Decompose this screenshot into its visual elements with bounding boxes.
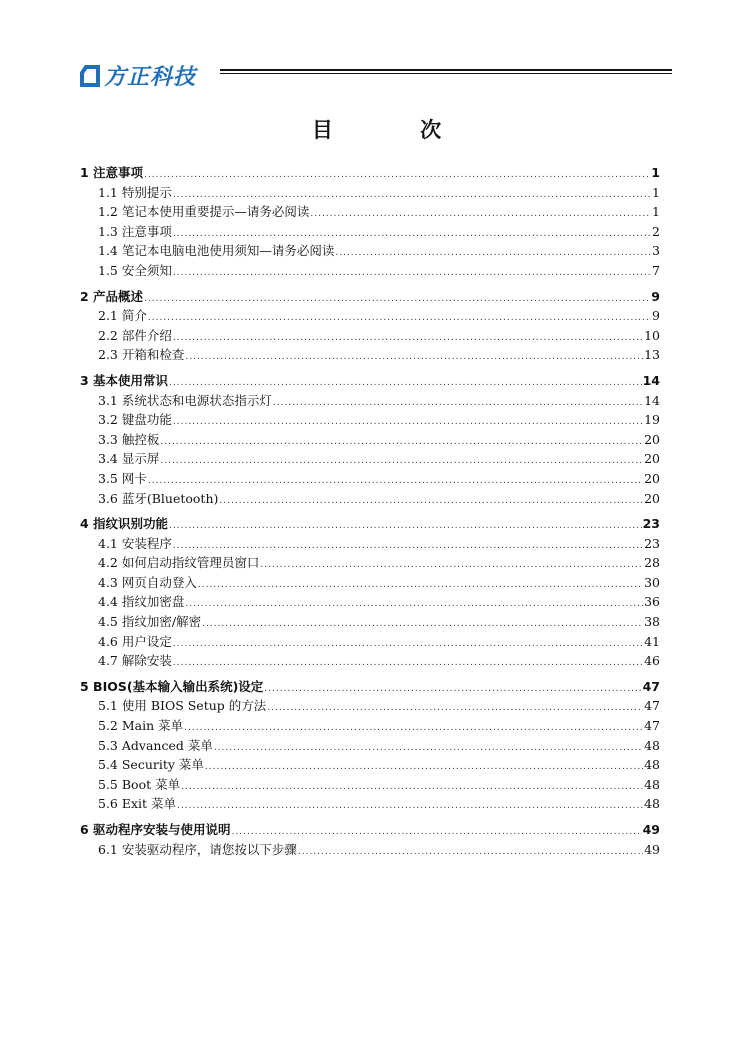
toc-leader-dots [148, 309, 651, 329]
toc-entry-label: 1.5 安全须知 [98, 262, 172, 278]
toc-page-number: 1 [651, 165, 660, 180]
toc-section-entry[interactable] [80, 449, 660, 469]
toc-entry-label: 3 基本使用常识 [80, 372, 169, 388]
toc-page-number: 23 [642, 516, 660, 532]
toc-chapter-entry[interactable] [80, 514, 660, 534]
toc-section-entry[interactable] [80, 222, 660, 242]
toc-page-number: 47 [644, 718, 660, 734]
toc-chapter-entry[interactable] [80, 371, 660, 391]
toc-entry-label: 3.3 触控板 [98, 431, 160, 447]
toc-leader-dots [173, 635, 643, 655]
toc-page-number: 2 [652, 223, 660, 239]
toc-section-entry[interactable] [80, 391, 660, 411]
toc-page-number: 48 [644, 796, 660, 812]
toc-leader-dots [173, 413, 643, 433]
toc-entry-label: 5 BIOS(基本输入输出系统)设定 [80, 678, 264, 694]
toc-leader-dots [177, 797, 643, 817]
toc-entry-label: 5.4 Security 菜单 [98, 757, 204, 773]
toc-entry-label: 4.6 用户设定 [98, 633, 172, 649]
toc-section-entry[interactable] [80, 775, 660, 795]
toc-section-entry[interactable] [80, 755, 660, 775]
toc-page-number: 48 [644, 757, 660, 773]
toc-section-entry[interactable] [80, 794, 660, 814]
toc-leader-dots [335, 244, 651, 264]
toc-section-entry[interactable] [80, 489, 660, 509]
toc-entry-label: 3.5 网卡 [98, 470, 147, 486]
toc-chapter-entry[interactable] [80, 820, 660, 840]
header-rule-thick [220, 69, 672, 71]
toc-entry-label: 5.1 使用 BIOS Setup 的方法 [98, 698, 267, 714]
toc-page-number: 9 [651, 288, 660, 304]
toc-leader-dots [185, 595, 643, 615]
toc-leader-dots [264, 680, 641, 700]
toc-section-entry[interactable] [80, 736, 660, 756]
toc-page-number: 49 [642, 822, 660, 837]
logo-text: 方正科技 [104, 65, 197, 90]
toc-entry-label: 4.1 安装程序 [98, 535, 172, 551]
toc-entry-label: 6.1 安装驱动程序，请您按以下步骤 [98, 841, 297, 857]
toc-entry-label: 2.2 部件介绍 [98, 327, 172, 343]
toc-section-entry[interactable] [80, 696, 660, 716]
toc-page-number: 20 [644, 431, 660, 447]
toc-leader-dots [198, 576, 643, 596]
toc-page-number: 48 [644, 737, 660, 753]
founder-logo [80, 60, 196, 91]
toc-entry-label: 4.5 指纹加密/解密 [98, 614, 202, 630]
toc-entry-label: 2.3 开箱和检查 [98, 347, 185, 363]
toc-entry-label: 3.1 系统状态和电源状态指示灯 [98, 392, 272, 408]
toc-entry-label: 4.3 网页自动登入 [98, 574, 197, 590]
toc-page-number: 47 [644, 698, 660, 714]
toc-entry-label: 1.1 特别提示 [98, 184, 172, 200]
toc-section-entry[interactable] [80, 573, 660, 593]
toc-leader-dots [144, 290, 650, 310]
toc-leader-dots [169, 517, 642, 537]
toc-section-entry[interactable] [80, 430, 660, 450]
toc-leader-dots [273, 394, 643, 414]
toc-leader-dots [173, 329, 643, 349]
toc-leader-dots [173, 654, 643, 674]
toc-page-number: 20 [644, 470, 660, 486]
toc-leader-dots [160, 452, 643, 472]
toc-page-number: 7 [652, 262, 660, 278]
toc-entry-label: 4.2 如何启动指纹管理员窗口 [98, 555, 260, 571]
toc-page-number: 36 [644, 594, 660, 610]
toc-leader-dots [144, 166, 650, 186]
toc-chapter-entry[interactable] [80, 163, 660, 183]
toc-section-entry[interactable] [80, 840, 660, 860]
toc-page-number: 10 [644, 327, 660, 343]
toc-entry-label: 1 注意事项 [80, 165, 144, 180]
toc-entry-label: 6 驱动程序安装与使用说明 [80, 822, 231, 837]
toc-leader-dots [185, 348, 643, 368]
toc-page-number: 30 [644, 574, 660, 590]
toc-entry-label: 5.5 Boot 菜单 [98, 776, 181, 792]
toc-page-number: 46 [644, 653, 660, 669]
toc-chapter-entry[interactable] [80, 287, 660, 307]
toc-entry-label: 4 指纹识别功能 [80, 516, 169, 532]
toc-entry-label: 3.2 键盘功能 [98, 412, 172, 428]
toc-entry-label: 1.2 笔记本使用重要提示—请务必阅读 [98, 204, 310, 220]
toc-leader-dots [184, 719, 643, 739]
toc-entry-label: 4.7 解除安装 [98, 653, 172, 669]
toc-entry-label: 5.6 Exit 菜单 [98, 796, 177, 812]
toc-page-number: 49 [644, 841, 660, 857]
toc-leader-dots [205, 758, 643, 778]
toc-section-entry[interactable] [80, 202, 660, 222]
toc-leader-dots [267, 699, 643, 719]
toc-leader-dots [202, 615, 643, 635]
toc-section-entry[interactable] [80, 534, 660, 554]
toc-leader-dots [181, 778, 643, 798]
toc-entry-label: 5.3 Advanced 菜单 [98, 737, 213, 753]
toc-page-number: 20 [644, 451, 660, 467]
toc-section-entry[interactable] [80, 592, 660, 612]
toc-section-entry[interactable] [80, 410, 660, 430]
toc-page-number: 13 [644, 347, 660, 363]
toc-section-entry[interactable] [80, 716, 660, 736]
toc-leader-dots [148, 472, 643, 492]
toc-leader-dots [160, 433, 643, 453]
toc-section-entry[interactable] [80, 651, 660, 671]
toc-section-entry[interactable] [80, 612, 660, 632]
toc-page-number: 28 [644, 555, 660, 571]
toc-entry-label: 2.1 简介 [98, 308, 147, 324]
toc-page-number: 20 [644, 490, 660, 506]
toc-section-entry[interactable] [80, 632, 660, 652]
toc-section-entry[interactable] [80, 345, 660, 365]
toc-page-number: 14 [644, 392, 660, 408]
toc-page-number: 47 [642, 678, 660, 694]
toc-leader-dots [298, 843, 643, 863]
toc-entry-label: 3.6 蓝牙(Bluetooth) [98, 490, 219, 506]
toc-section-entry[interactable] [80, 306, 660, 326]
toc-page-number: 41 [644, 633, 660, 649]
page-header [80, 58, 672, 94]
toc-section-entry[interactable] [80, 553, 660, 573]
toc-entry-label: 4.4 指纹加密盘 [98, 594, 185, 610]
page-title: 目 次 [311, 118, 482, 142]
toc-entry-label: 1.4 笔记本电脑电池使用须知—请务必阅读 [98, 243, 335, 259]
toc-leader-dots [310, 205, 651, 225]
toc-page-number: 19 [644, 412, 660, 428]
toc-page-number: 1 [652, 184, 660, 200]
toc-entry-label: 5.2 Main 菜单 [98, 718, 184, 734]
toc-section-entry[interactable] [80, 469, 660, 489]
table-of-contents [80, 163, 660, 859]
toc-entry-label: 2 产品概述 [80, 288, 144, 304]
founder-logo-icon [80, 65, 100, 87]
toc-page-number: 38 [644, 614, 660, 630]
toc-entry-label: 3.4 显示屏 [98, 451, 160, 467]
toc-page-number: 14 [642, 372, 660, 388]
toc-page-number: 1 [652, 204, 660, 220]
toc-section-entry[interactable] [80, 326, 660, 346]
toc-leader-dots [219, 492, 643, 512]
toc-page-number: 23 [644, 535, 660, 551]
toc-leader-dots [173, 264, 651, 284]
toc-section-entry[interactable] [80, 241, 660, 261]
toc-page-number: 3 [652, 243, 660, 259]
toc-section-entry[interactable] [80, 183, 660, 203]
toc-leader-dots [260, 556, 643, 576]
toc-leader-dots [214, 739, 643, 759]
header-rule-thin [220, 73, 672, 74]
toc-section-entry[interactable] [80, 261, 660, 281]
toc-page-number: 48 [644, 776, 660, 792]
toc-chapter-entry[interactable] [80, 677, 660, 697]
toc-entry-label: 1.3 注意事项 [98, 223, 172, 239]
toc-page-number: 9 [652, 308, 660, 324]
